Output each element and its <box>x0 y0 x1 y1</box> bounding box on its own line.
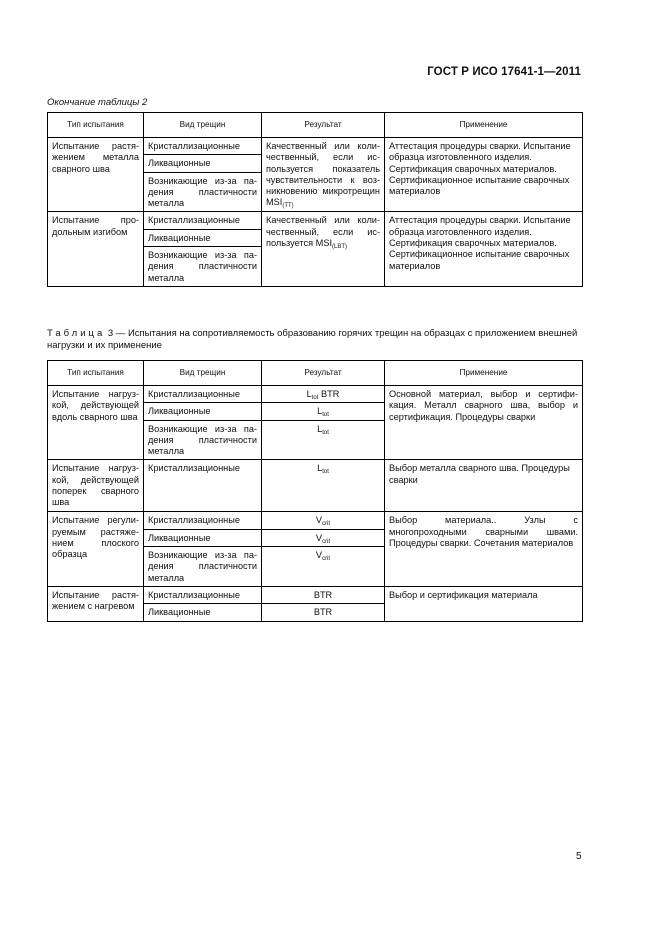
crack-type-cell: Ликвационные <box>144 403 262 420</box>
crack-type-cell: Кристаллизационные <box>144 386 262 403</box>
test-type-cell: Испытание растяжением с нагревом <box>48 586 144 621</box>
result-text: Качественный или количественный, если используется показатель чувствительности к возникновению микротрещин MSI <box>266 141 380 208</box>
result-subscript: tot <box>311 395 319 401</box>
table-row <box>48 138 583 155</box>
table-row <box>48 586 583 603</box>
crack-type-cell: Возникающие из-за падения пластичности металла <box>144 420 262 460</box>
result-symbol: BTR <box>313 589 333 600</box>
column-header: Результат <box>262 113 385 138</box>
result-symbol: L <box>317 463 323 474</box>
column-header: Вид трещин <box>144 113 262 138</box>
column-header: Тип испытания <box>48 361 144 386</box>
result-symbol: L <box>317 423 323 434</box>
result-subscript: crit <box>322 538 331 545</box>
table-3-caption <box>47 328 587 352</box>
test-type-cell: Испытание растяжением металла сварного шва <box>48 138 144 212</box>
result-subscript: (LBT) <box>332 244 347 251</box>
application-cell: Основной материал, выбор и сертификация. Металл сварного шва, выбор и сертификация. Процедуры сварки <box>385 386 583 460</box>
crack-type-cell: Ликвационные <box>144 604 262 621</box>
column-header: Применение <box>385 113 583 138</box>
result-symbol: V <box>315 532 323 543</box>
crack-type-cell: Ликвационные <box>144 529 262 546</box>
table-title: 3 — Испытания на сопротивляемость образованию горячих трещин на образцах с приложением внешней нагрузки и их применение <box>47 328 578 351</box>
table-header-row <box>48 113 583 138</box>
table-row <box>48 212 583 229</box>
page-number: 5 <box>576 851 582 862</box>
result-cell <box>262 403 385 420</box>
crack-type-cell: Кристаллизационные <box>144 512 262 529</box>
crack-type-cell: Ликвационные <box>144 229 262 246</box>
result-suffix: BTR <box>318 389 340 399</box>
crack-type-cell: Кристаллизационные <box>144 586 262 603</box>
result-cell <box>262 420 385 460</box>
test-type-cell: Испытание продольным изгибом <box>48 212 144 286</box>
crack-type-cell: Возникающие из-за падения пластичности металла <box>144 247 262 287</box>
test-type-cell: Испытание нагрузкой, действующей поперек сварного шва <box>48 460 144 512</box>
application-cell: Выбор материала.. Узлы с многопроходными сварными швами. Процедуры сварки. Сочетания материалов <box>385 512 583 586</box>
result-cell <box>262 586 385 603</box>
result-cell <box>262 604 385 621</box>
application-cell: Аттестация процедуры сварки. Испытание образца изготовленного изделия. Сертификация сварочных материалов. Сертификационное испытание сварочных материалов <box>385 212 583 286</box>
result-subscript: tot <box>322 412 329 419</box>
application-cell: Аттестация процедуры сварки. Испытание образца изготовленного изделия. Сертификация сварочных материалов. Сертификационное испытание сварочных материалов <box>385 138 583 212</box>
result-cell <box>262 460 385 512</box>
result-cell <box>262 212 385 286</box>
result-cell <box>262 547 385 587</box>
crack-type-cell: Кристаллизационные <box>144 460 262 512</box>
column-header: Вид трещин <box>144 361 262 386</box>
crack-type-cell: Ликвационные <box>144 155 262 172</box>
result-symbol: L <box>317 406 323 417</box>
result-subscript: crit <box>322 556 331 563</box>
application-cell: Выбор металла сварного шва. Процедуры сварки <box>385 460 583 512</box>
result-subscript: tot <box>322 469 329 476</box>
table-3 <box>47 360 583 622</box>
table-row <box>48 386 583 403</box>
table-label: Таблица <box>47 328 106 339</box>
test-type-cell: Испытание нагрузкой, действующей вдоль сварного шва <box>48 386 144 460</box>
table-2-end <box>47 112 583 287</box>
result-cell <box>262 138 385 212</box>
result-subscript: (TT) <box>282 203 294 210</box>
table-header-row <box>48 361 583 386</box>
document-code: ГОСТ Р ИСО 17641-1—2011 <box>427 66 581 78</box>
result-symbol: V <box>315 550 323 561</box>
table-row <box>48 460 583 512</box>
result-symbol: V <box>315 515 323 526</box>
crack-type-cell: Возникающие из-за падения пластичности металла <box>144 172 262 212</box>
table-row <box>48 512 583 529</box>
crack-type-cell: Кристаллизационные <box>144 138 262 155</box>
result-cell <box>262 386 385 403</box>
column-header: Результат <box>262 361 385 386</box>
result-subscript: tot <box>322 429 329 436</box>
result-symbol: BTR <box>313 607 333 618</box>
test-type-cell: Испытание регулируемым растяжением плоского образца <box>48 512 144 586</box>
crack-type-cell: Кристаллизационные <box>144 212 262 229</box>
column-header: Тип испытания <box>48 113 144 138</box>
result-cell <box>262 529 385 546</box>
crack-type-cell: Возникающие из-за падения пластичности металла <box>144 547 262 587</box>
result-subscript: crit <box>322 521 331 528</box>
result-text: Качественный или количественный, если используется MSI <box>266 215 380 249</box>
application-cell: Выбор и сертификация материала <box>385 586 583 621</box>
table-continuation-caption: Окончание таблицы 2 <box>47 97 148 108</box>
result-symbol: L <box>306 389 312 399</box>
column-header: Применение <box>385 361 583 386</box>
result-cell <box>262 512 385 529</box>
